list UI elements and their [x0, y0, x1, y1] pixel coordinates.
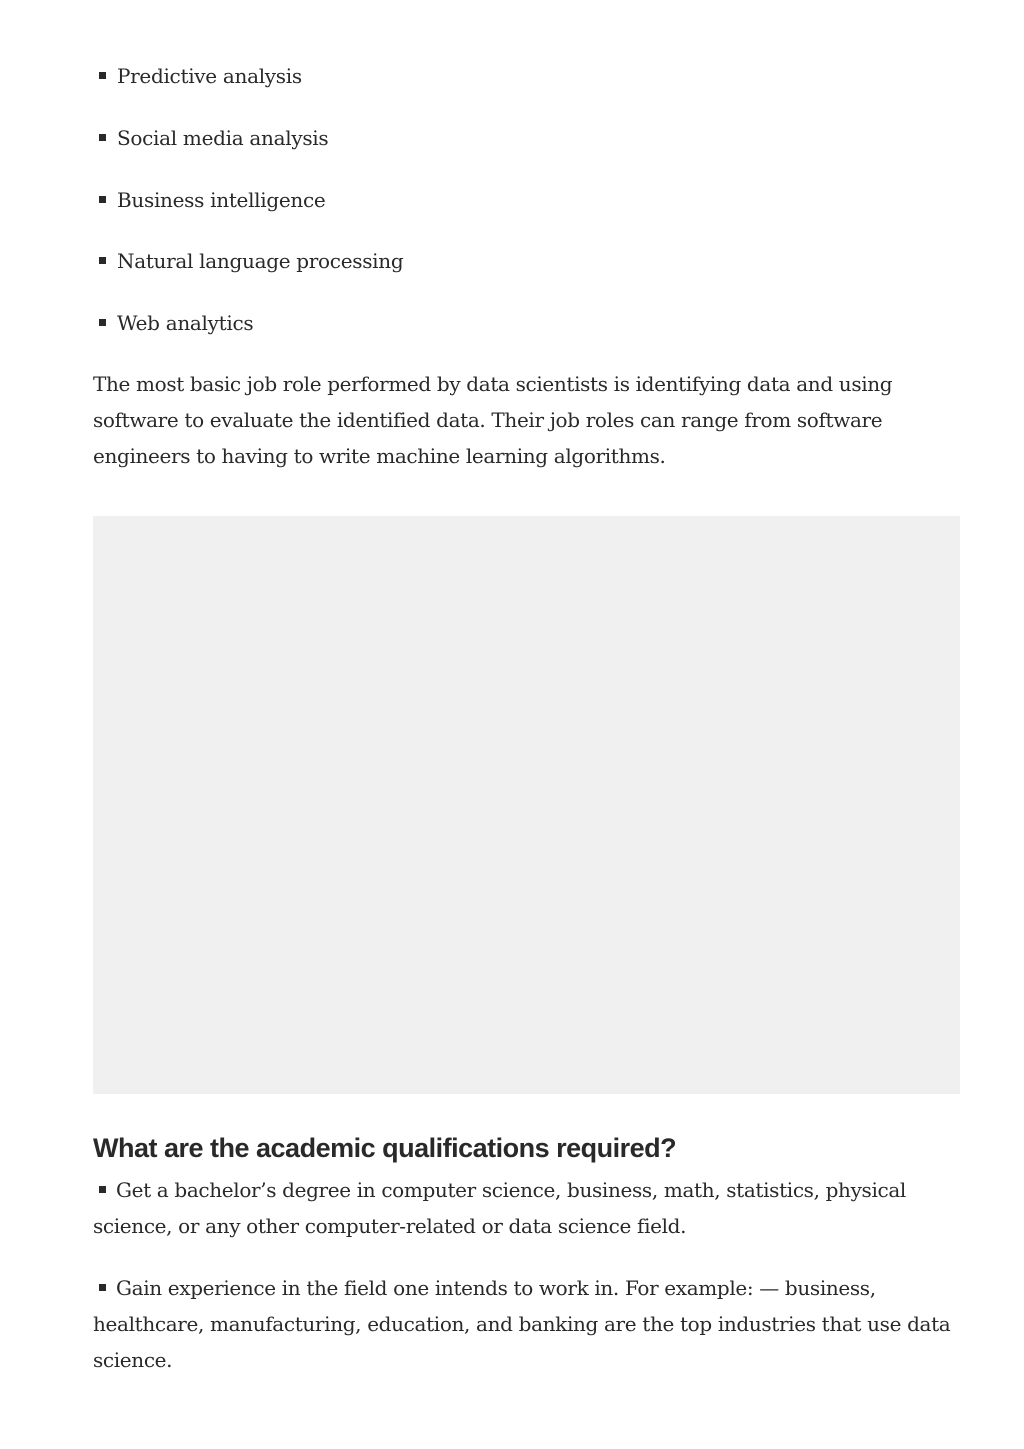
square-bullet-icon: [99, 319, 106, 326]
square-bullet-icon: [99, 1284, 106, 1291]
qualification-text: Get a bachelor’s degree in computer science, business, math, statistics, physical science, or any other computer-related or data science field.: [93, 1178, 906, 1238]
list-item: [93, 305, 403, 341]
field-list: [93, 58, 403, 367]
square-bullet-icon: [99, 257, 106, 264]
list-item: [93, 120, 403, 156]
square-bullet-icon: [99, 196, 106, 203]
list-item: [93, 182, 403, 218]
square-bullet-icon: [99, 1186, 106, 1193]
qualification-item: [93, 1172, 960, 1244]
list-item-text: Web analytics: [117, 311, 254, 335]
image-placeholder: [93, 516, 960, 1094]
list-item-text: Business intelligence: [117, 187, 326, 212]
list-item: [93, 58, 403, 94]
list-item-text: Predictive analysis: [117, 64, 302, 88]
list-item-text: Social media analysis: [117, 125, 329, 150]
body-paragraph: The most basic job role performed by data scientists is identifying data and using software to evaluate the identified data. Their job roles can range from software engineers to having to write machine learning algorithms.: [93, 372, 893, 468]
square-bullet-icon: [99, 72, 106, 79]
qualification-item: [93, 1270, 960, 1378]
list-item: [93, 243, 403, 279]
list-item-text: Natural language processing: [117, 249, 404, 274]
qualification-text: Gain experience in the field one intends to work in. For example: — business, healthcare, manufacturing, education, and banking are the top industries that use data science.: [93, 1276, 951, 1372]
square-bullet-icon: [99, 134, 106, 141]
section-heading: What are the academic qualifications required?: [93, 1133, 677, 1163]
